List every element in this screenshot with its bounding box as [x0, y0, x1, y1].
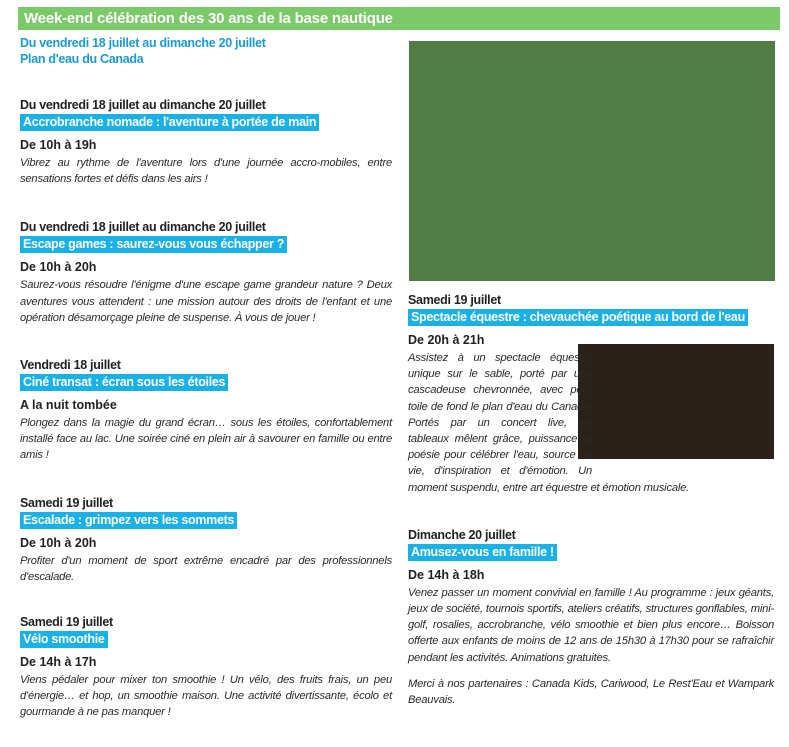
photo-float-spacer: [600, 350, 774, 466]
event-date: Dimanche 20 juillet: [408, 527, 516, 542]
event-time: De 10h à 20h: [20, 535, 97, 550]
event-description: Venez passer un moment convivial en famille ! Au programme : jeux géants, jeux de société, tournois sportifs, ateliers créatifs, structures gonflables, mini-golf, rosalies, accrobranche, vélo smoothie et bien plus encore… Boisson offerte aux enfants de moins de 12 ans de 15h30 à 17h30 pour se rafraîchir pendant les activités. Animations gratuites.: [408, 586, 774, 664]
left-column: [20, 98, 392, 721]
right-column: [408, 293, 774, 708]
partners-thanks: Merci à nos partenaires : Canada Kids, Cariwood, Le Rest'Eau et Wampark Beauvais.: [408, 677, 774, 707]
event-title: Escape games : saurez-vous vous échapper ?: [20, 236, 287, 253]
event-accrobranche: [20, 98, 392, 187]
event-description: Viens pédaler pour mixer ton smoothie ! Un vélo, des fruits frais, un peu d'énergie… et hop, un smoothie maison. Une activité divertissante, écolo et gourmande à ne pas manquer !: [20, 674, 392, 719]
event-title: Accrobranche nomade : l'aventure à portée de main: [20, 114, 319, 131]
event-title: Spectacle équestre : chevauchée poétique au bord de l'eau: [408, 309, 748, 326]
event-title: Vélo smoothie: [20, 631, 108, 648]
event-title: Escalade : grimpez vers les sommets: [20, 512, 237, 529]
event-date: Samedi 19 juillet: [408, 293, 501, 307]
event-famille: [408, 528, 774, 708]
event-time: A la nuit tombée: [20, 398, 117, 413]
event-cine-transat: [20, 358, 392, 464]
event-description: Profiter d'un moment de sport extrême encadré par des professionnels d'escalade.: [20, 554, 392, 583]
event-date: Samedi 19 juillet: [20, 495, 113, 510]
event-spectacle-equestre: [408, 293, 774, 496]
event-time: De 10h à 19h: [20, 138, 97, 152]
event-time: De 14h à 17h: [20, 655, 97, 670]
event-title: Ciné transat : écran sous les étoiles: [20, 374, 228, 391]
intro-dates: Du vendredi 18 juillet au dimanche 20 juillet: [20, 36, 266, 50]
event-time: De 14h à 18h: [408, 567, 485, 582]
event-description: Saurez-vous résoudre l'énigme d'une escape game grandeur nature ? Deux aventures vous attendent : une mission autour des droits de l'enfant et une opération désamorçage pleine de suspense. À vous de jouer !: [20, 279, 392, 324]
event-velo-smoothie: [20, 615, 392, 721]
event-description: Assistez à un spectacle équestre unique sur le sable, porté par une cascadeuse chevronnée, avec pour toile de fond le plan d'eau du Canada. Portés par un concert live, les tableaux mêlent grâce, puissance et poésie pour célébrer l'eau, source de vie, d'inspiration et d'émotion. Un moment suspendu, entre art équestre et émotion musicale.: [408, 352, 690, 494]
event-escalade: [20, 496, 392, 585]
event-description: Plongez dans la magie du grand écran… sous les étoiles, confortablement installé face au lac. Une soirée ciné en plein air à savourer en famille ou entre amis !: [20, 417, 392, 462]
event-description: Vibrez au rythme de l'aventure lors d'une journée accro-mobiles, entre sensations fortes et défis dans les airs !: [20, 157, 392, 186]
event-escape-games: [20, 220, 392, 326]
intro-location: Plan d'eau du Canada: [20, 52, 144, 66]
event-title: Amusez-vous en famille !: [408, 544, 557, 561]
lake-building-photo: [409, 41, 775, 281]
event-date: Vendredi 18 juillet: [20, 358, 121, 373]
intro: [20, 35, 266, 67]
event-time: De 20h à 21h: [408, 333, 485, 347]
event-date: Du vendredi 18 juillet au dimanche 20 juillet: [20, 98, 266, 112]
event-date: Du vendredi 18 juillet au dimanche 20 juillet: [20, 220, 266, 235]
event-time: De 10h à 20h: [20, 260, 97, 275]
event-date: Samedi 19 juillet: [20, 615, 113, 630]
event-description-wrap: [408, 350, 774, 496]
page-banner: Week-end célébration des 30 ans de la base nautique: [18, 7, 780, 30]
